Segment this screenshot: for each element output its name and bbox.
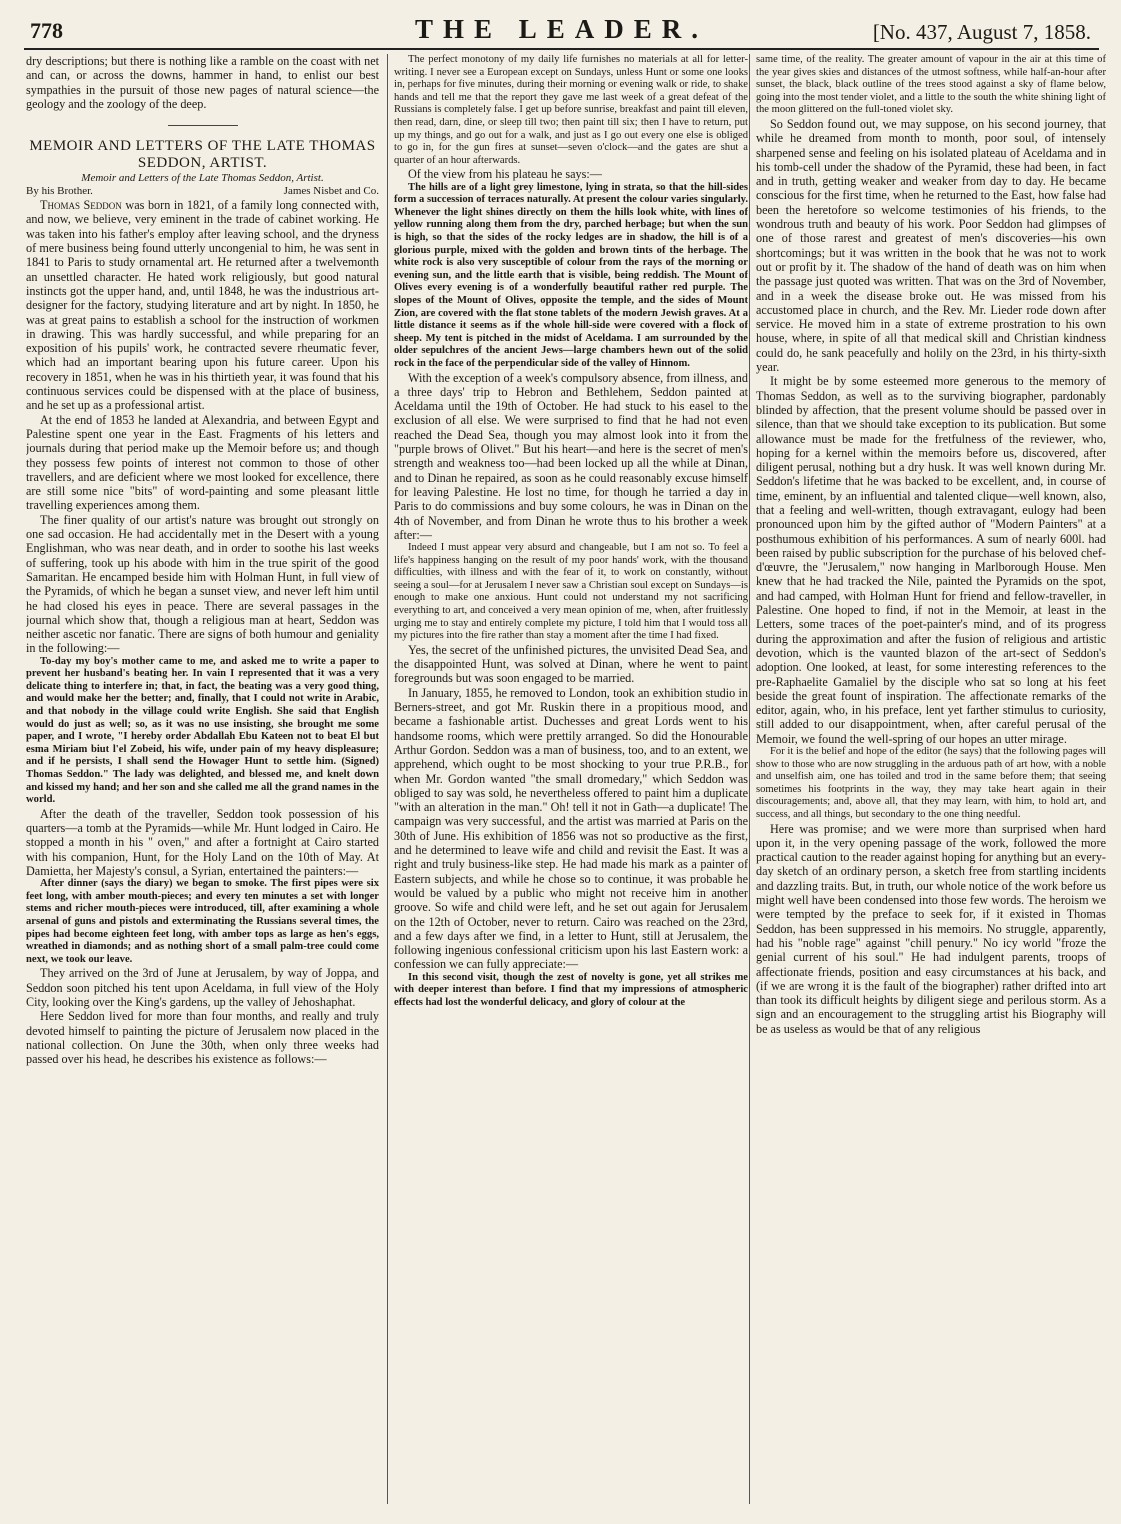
paragraph: Of the view from his plateau he says:— bbox=[408, 167, 602, 182]
article-subtitle: Memoir and Letters of the Late Thomas Seddon, Artist. bbox=[81, 172, 324, 185]
paragraph: dry descriptions; but there is nothing like a ramble on the coast with net and can, or across the downs, hammer in hand, to enlist our best sympathies in the pursuit of those new pages of natural science—the geology and the zoology of the deep. bbox=[26, 54, 379, 111]
byline bbox=[26, 185, 379, 198]
article-title: MEMOIR AND LETTERS OF THE LATE THOMAS SEDDON, ARTIST. bbox=[29, 138, 376, 172]
paragraph: Here was promise; and we were more than surprised when hard upon it, in the very opening passage of the work, followed the more practical caution to the reader against hoping for anything but an every-day sketch of an ordinary person, a sketch free from startling incidents and dazzling traits. But, in truth, our whole notice of the work before us might well have been condensed into those few words. The heroism we were tempted by the preface to seek for, if it existed in Thomas Seddon, has been suppressed in his memoirs. No struggle, apparently, had his "noble rage" against "chill penury." No icy world "froze the genial current of his soul." He had indulgent parents, troops of affectionate friends, position and easy circumstances at his back, and (if we are wrong it is the fault of the biographer) rather drifted into art than took its difficult heights by diligent siege and perilous storm. As a sign and an encouragement to the struggling artist his Biography will be as useless as would be that of any religious bbox=[756, 821, 1106, 1036]
issue-label: [No. 437, August 7, 1858. bbox=[872, 20, 1091, 44]
paragraph: Here Seddon lived for more than four months, and really and truly devoted himself to painting the picture of Jerusalem now placed in the national collection. On June the 30th, when only three weeks had passed over his head, he describes his existence as follows:— bbox=[26, 1009, 379, 1067]
column-3 bbox=[749, 54, 1106, 1504]
paragraph: With the exception of a week's compulsory absence, from illness, and a three days' trip to Hebron and Bethlehem, Seddon painted at Aceldama until the 19th of October. He had stuck to his easel to the exclusion of all else. We were surprised to find that he had not even reached the Dead Sea, though you may almost look into it from the "purple brows of Olivet." But his heart—and here is the secret of men's strength and weakness too—had been locked up all the while at Dinan, and to Dinan he repaired, as soon as he could reasonably excuse himself for leaving Palestine. He lost no time, for though he tarried a day in Paris to do commissions and buy some colours, he was in Dinan on the 4th of November, and from Dinan he wrote thus to his brother a week after:— bbox=[394, 370, 748, 542]
paragraph: At the end of 1853 he landed at Alexandria, and between Egypt and Palestine spent one year in the East. Fragments of his letters and journals during that period make up the Memoir before us; and though they possess few points of interest not common to those of other travellers, and are deficient where we most looked for excellence, there are still some nice "bits" of word-painting and some pleasant little travelling experiences among them. bbox=[26, 412, 379, 513]
page-header bbox=[24, 12, 1099, 50]
byline-author: By his Brother. bbox=[26, 185, 93, 198]
paragraph bbox=[26, 198, 379, 412]
quoted-passage: The perfect monotony of my daily life furnishes no materials at all for letter-writing. I never see a European except on Sundays, unless Hunt or some one looks in, perhaps for five minutes, during their morning or evening walk or ride, to shake hands and tell me that the report they gave me last week of a great defeat of the Russians is completely false. I get up before sunrise, breakfast and paint till eleven, then read, darn, dine, or sleep till two; then paint till six; then I have to return, put up my things, and go out for a walk, and just as I go out every one else is obliged to go in, for the gun fires at sunset—seven o'clock—and the gates are shut a quarter of an hour afterwards. bbox=[394, 54, 748, 166]
paragraph: In January, 1855, he removed to London, took an exhibition studio in Berners-street, and got Mr. Ruskin there in a propitious mood, and became a fashionable artist. Duchesses and great Lords went to his handsome rooms, which were prettily arranged. So did the Honourable Arthur Gordon. Seddon was a man of business, too, and to an extent, we apprehend, which ought to be most shocking to your true P.R.B., for when Mr. Gordon wanted "the small dromedary," which Seddon was obliged to say was sold, he nevertheless offered to paint him a duplicate "with an alteration in the man." Oh! tell it not in Gath—a duplicate! The campaign was very successful, and the artist was married at Paris on the 30th of June. His exhibition of 1856 was not so productive as the first, and he determined to leave wife and child and revisit the East. It was a right and truly business-like step. He had made his mark as a painter of Eastern subjects, and while he chose so to continue, it was probable he would be valued by a public who might not receive him in another groove. So wife and child were left, and he set out again for Jerusalem on the 12th of October, never to return. Cairo was reached on the 23rd, and a few days after we find, in a letter to Hunt, still at Jerusalem, the following ingenious confessional criticism upon his last Eastern work: a confession we can fully appreciate:— bbox=[394, 685, 748, 972]
masthead: THE LEADER. bbox=[414, 14, 709, 44]
paragraph: The finer quality of our artist's nature was brought out strongly on one sad occasion. He had accidentally met in the Desert with a young Englishman, who was near death, and in order to soothe his last weeks of suffering, took up his abode with him in the true spirit of the good Samaritan. He encamped beside him with Holman Hunt, in full view of the Pyramids, of which he began a sunset view, and never left him until he had closed his eyes in peace. There are several passages in the journal which show that, though a religious man at heart, Seddon was neither ascetic nor fanatic. There are signs of both humour and geniality in the following:— bbox=[26, 512, 379, 656]
byline-publisher: James Nisbet and Co. bbox=[283, 185, 379, 198]
paragraph: It might be by some esteemed more generous to the memory of Thomas Seddon, as well as to the surviving biographer, pardonably blinded by affection, that the present volume should be passed over in silence, than that we should take exception to its publication. But some allowance must be made for the fretfulness of the reviewer, who, hoping for a kernel within the memoirs before us, discovered, after diligent perusal, nothing but a dry husk. It was well known during Mr. Seddon's lifetime that he was backed to be excellent, and, in course of time, eminent, by an influential and talented clique—well known, also, that a feeling and well-written, though extravagant, eulogy had been pronounced upon him by the gifted author of "Modern Painters" at a posthumous exhibition of his performances. A sum of nearly 600l. had been raised by public subscription for the purchase of his beloved chef-d'œuvre, the "Jerusalem," now hanging in Marlborough House. Men knew that he had tracked the Nile, painted the Pyramids on the spot, and had camped, with Holman Hunt for friend and fellow-traveller, in Palestine. One hoped to find, if not in the Memoir, at least in the Letters, some traces of the poet-painter's mind, and of its progress during the approximation and after the fusion of religious and artistic devotion, which is the vaunted blazon of the art-sect of Seddon's adoption. One looked, at least, for some interesting references to the pre-Raphaelite Gamaliel by the disciple who sat so long at his feet beside the great fount of inspiration. The affectionate remarks of the editor, again, who, in his preface, lent yet farther stimulus to curiosity, still added to our disappointment, when, after careful perusal of the Memoir, we found the well-spring of our hopes an utter mirage. bbox=[756, 374, 1106, 746]
paragraph: So Seddon found out, we may suppose, on his second journey, that while he dreamed from month to month, poor soul, of intensely sharpened sense and feeling on his isolated plateau of Aceldama and in his tomb-cell under the shadow of the Pyramid, these had been, in fact and in truth, getting weaker and weaker from day to day. He became conscious for the first time, when he returned to the East, how false had been the heretofore so welcome testimonies of his friends, to the wondrous truth and beauty of his work. Poor Seddon had glimpses of one of those rarest and greatest of men's discoveries—his own shortcomings; but it was written in the book that he was not to work out or profit by it. The shadow of the hand of death was on him when the passage just quoted was written. That was on the 3rd of November, and in a week the disease broke out. He was missed from his accustomed place in church, and the Rev. Mr. Lieder rode down after service. He moved him in a state of extreme prostration to his own house, where, in spite of all that medical skill and Christian kindness could do, he sank peacefully and holily on the 23rd, in his thirty-sixth year. bbox=[756, 116, 1106, 375]
column-1 bbox=[26, 54, 379, 1504]
quoted-passage: To-day my boy's mother came to me, and asked me to write a paper to prevent her husband's beating her. In vain I represented that it was a very delicate thing to interfere in; that, in fact, the beating was a very good thing, and would make her the better; and, finally, that I could not write in Arabic, and that nobody in the village could write English. She said that English would do just as well; so, as it was no use insisting, she brought me some paper, and I wrote, "I hereby order Abdallah Ebu Kateen not to beat El but esma Miriam biut l'el Zobeid, his wife, under pain of my heavy displeasure; and if he persists, I shall send the Howager Hunt to settle him. (Signed) Thomas Seddon." The lady was delighted, and blessed me, and knelt down and kissed my hand; and her son and she called me all the grand names in the world. bbox=[26, 655, 379, 806]
quoted-passage: In this second visit, though the zest of novelty is gone, yet all strikes me with deeper interest than before. I find that my impressions of atmospheric effects had lost the wonderful delicacy, and glory of colour at the bbox=[394, 971, 748, 1008]
lead-name: Thomas Seddon bbox=[40, 198, 122, 213]
quoted-passage: After dinner (says the diary) we began to smoke. The first pipes were six feet long, with amber mouth-pieces; and every ten minutes a set with longer stems and richer mouth-pieces were introduced, till, after examining a whole arsenal of guns and pistols and exterminating the Russians several times, the pipes had become eighteen feet long, with amber tops as large as hen's eggs, wreathed in diamonds; and as nothing short of a small palm-tree could come next, we took our leave. bbox=[26, 878, 379, 965]
paragraph-text: was born in 1821, of a family long connected with, and now, we believe, very eminent in the trade of cabinet working. He was taken into his father's employ after leaving school, and the dryness of mere business being found utterly uncongenial to him, he was sent in 1841 to Paris to study ornamental art. He returned after a twelvemonth an unsettled character. He hated work religiously, but good natural instincts got the upper hand, and, until 1848, he was the industrious art-designer for the factory, studying literature and art by night. In 1850, he was at great pains to establish a school for the instruction of workmen in drawing. This was hardly successful, and while preparing for an exposition of his pupils' work, he contracted severe rheumatic fever, which had an important bearing upon his future career. Upon his recovery in 1851, when he was in his thirtieth year, it was found that his continuous services could be dispensed with at the place of business, and he set up as a professional artist. bbox=[26, 198, 379, 413]
column-2 bbox=[387, 54, 748, 1504]
quoted-passage: The hills are of a light grey limestone, lying in strata, so that the hill-sides form a succession of terraces naturally. At present the colour varies singularly. Whenever the light shines directly on them the hills look white, with lines of yellow running along them from the dry, parched herbage; but when the sun is high, so that the sides of the rocky ledges are in shadow, the hill is of a glorious purple, mixed with the golden and brown tints of the herbage. The white rock is also very susceptible of colour from the rays of the morning or evening sun, and the little earth that is visible, being reddish. The Mount of Olives every evening is of a wonderfully beautiful rather red purple. The slopes of the Mount of Olives, opposite the temple, and the sides of Mount Zion, are covered with the flat stone tablets of the modern Jewish graves. At a little distance it seems as if the whole hill-side were covered with a flock of sheep. My tent is pitched in the midst of Aceldama. I am surrounded by the older sepulchres of the ancient Jews—large chambers hewn out of the solid rock in the face of the perpendicular side of the valley of Hinnom. bbox=[394, 181, 748, 369]
paragraph: They arrived on the 3rd of June at Jerusalem, by way of Joppa, and Seddon soon pitched his tent upon Aceldama, in full view of the Holy City, looking over the King's gardens, up the valley of Jehoshaphat. bbox=[26, 966, 379, 1010]
quoted-passage: For it is the belief and hope of the editor (he says) that the following pages will show to those who are now struggling in the arduous path of art how, with a noble and unselfish aim, one has toiled and trod in the same before them; that seeing sometimes his footprints in the way, they may take heart again in their discouragements; and, above all, that they may learn, with him, to hold art, and success, and all things, but secondary to the one thing needful. bbox=[756, 746, 1106, 820]
quoted-passage: Indeed I must appear very absurd and changeable, but I am not so. To feel a life's happiness hanging on the result of my poor hands' work, with the thousand difficulties, with illness and with the fear of it, to work on constantly, without seeing a soul—for at Jerusalem I never saw a Christian soul except on Sundays—is enough to make one anxious. Hunt could not understand my not sacrificing everything to art, and conceived a very mean opinion of me, when, after fruitlessly urging me to stay and entirely complete my picture, I told him that I would toss all my pictures into the fire rather than stay a moment after the time I had fixed. bbox=[394, 542, 748, 642]
divider bbox=[168, 125, 238, 126]
quoted-passage: same time, of the reality. The greater amount of vapour in the air at this time of the year gives skies and distances of the utmost softness, while half-an-hour after sunset, the black, black outline of the trees stood against a sky of flame below, going into the most tender violet, and a little to the south the white shining light of the moon glittered on the full-toned violet sky. bbox=[756, 54, 1106, 116]
page-number: 778 bbox=[30, 18, 63, 43]
paragraph: Yes, the secret of the unfinished pictures, the unvisited Dead Sea, and the disappointed Hunt, was solved at Dinan, where he went to paint foregrounds but was soon engaged to be married. bbox=[394, 642, 748, 686]
paragraph: After the death of the traveller, Seddon took possession of his quarters—a tomb at the Pyramids—while Mr. Hunt lodged in Cairo. He stopped a month in his " oven," and after a fortnight at Cairo started with his companion, Hunt, for the Holy Land on the 10th of May. At Damietta, her Majesty's consul, a Syrian, entertained the painters:— bbox=[26, 806, 379, 878]
